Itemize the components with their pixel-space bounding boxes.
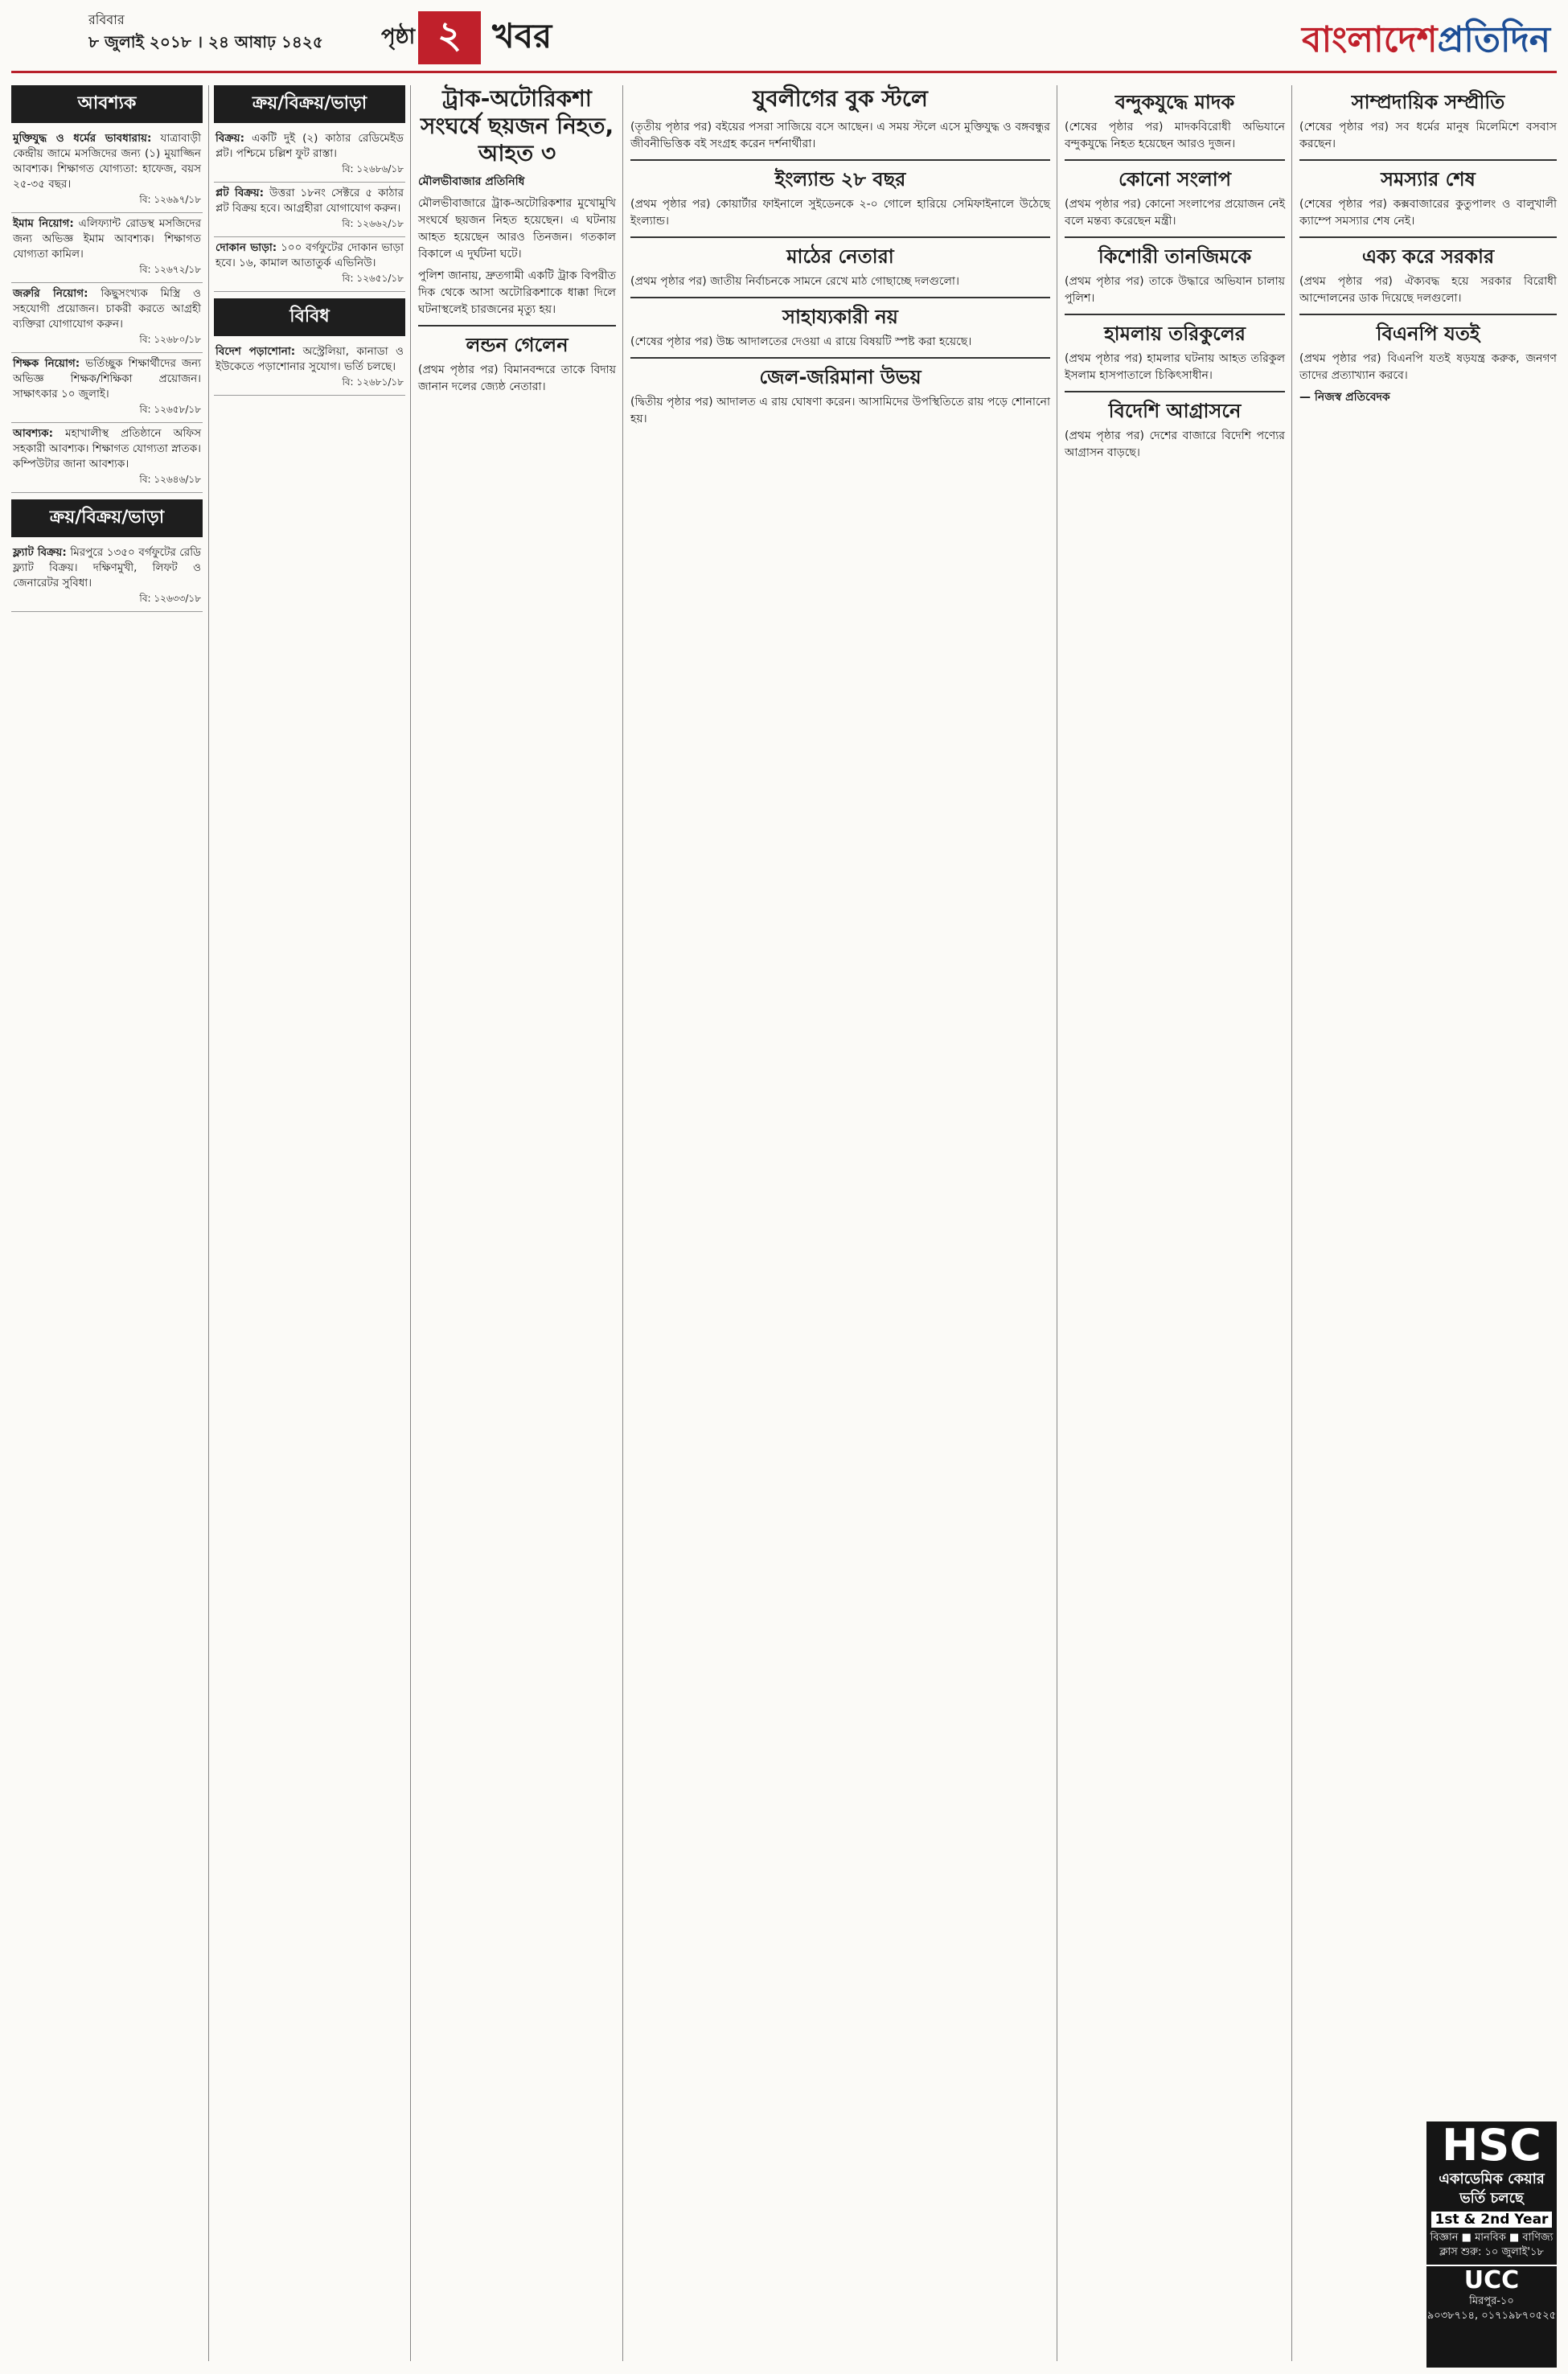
ad-serial: বি: ১২৬৩৩/১৮	[139, 593, 201, 604]
ad-title: আবশ্যক:	[13, 427, 54, 440]
brand-part1: বাংলাদেশ	[1302, 19, 1438, 60]
ad-title: মুক্তিযুদ্ধ ও ধর্মের ভাবধারায়:	[13, 132, 152, 145]
ad-serial: বি: ১২৬৮০/১৮	[139, 334, 201, 345]
section-rule	[1065, 391, 1285, 392]
classified-ad	[11, 423, 203, 493]
brand-logo	[1302, 13, 1550, 72]
classified-heading-misc: বিবিধ	[214, 298, 405, 336]
masthead-day: রবিবার	[88, 12, 125, 27]
ad-title: বিক্রয়:	[215, 132, 245, 145]
section-rule	[630, 236, 1050, 238]
article-headline: বন্দুকযুদ্ধে মাদক	[1114, 91, 1235, 113]
classified-ad	[214, 237, 405, 292]
article-paragraph: (শেষের পৃষ্ঠার পর) সব ধর্মের মানুষ মিলেমিশে বসবাস করছেন।	[1299, 121, 1557, 150]
article-headline: বিদেশি আগ্রাসনে	[1108, 400, 1242, 422]
ad-body: মহাখালীস্থ প্রতিষ্ঠানে অফিস সহকারী আবশ্যক। শিক্ষাগত যোগ্যতা স্নাতক। কম্পিউটার জানা আবশ্যক।	[13, 427, 201, 470]
article-headline: সমস্যার শেষ	[1381, 168, 1476, 191]
hsc-subjects: বিজ্ঞান ■ মানবিক ■ বাণিজ্য	[1430, 2232, 1554, 2244]
section-rule	[1065, 159, 1285, 161]
ad-body: মিরপুরে ১৩৫০ বর্গফুটের রেডি ফ্ল্যাট বিক্রয়। দক্ষিণমুখী, লিফট ও জেনারেটর সুবিধা।	[13, 546, 201, 589]
ad-title: ফ্ল্যাট বিক্রয়:	[13, 546, 67, 559]
article-headline: লন্ডন গেলেন	[466, 334, 569, 356]
section-rule	[1065, 236, 1285, 238]
article-paragraph: (প্রথম পৃষ্ঠার পর) বিএনপি যতই ষড়যন্ত্র করুক, জনগণ তাদের প্রত্যাখ্যান করবে।	[1299, 352, 1557, 382]
ad-body: এলিফ্যান্ট রোডস্থ মসজিদের জন্য অভিজ্ঞ ইমাম আবশ্যক। শিক্ষাগত যোগ্যতা কামিল।	[13, 217, 202, 261]
article-paragraph: পুলিশ জানায়, দ্রুতগামী একটি ট্রাক বিপরীত দিক থেকে আসা অটোরিকশাকে ধাক্কা দিলে ঘটনাস্থলেই চারজনের মৃত্যু হয়।	[418, 269, 616, 316]
article-harmony	[1299, 85, 1557, 411]
article-headline: সাম্প্রদায়িক সম্প্রীতি	[1351, 91, 1505, 113]
classified-ad	[214, 128, 405, 183]
ad-title: ইমাম নিয়োগ:	[13, 217, 74, 230]
column-divider	[1291, 85, 1292, 2361]
hsc-branch: মিরপুর-১০	[1469, 2295, 1514, 2307]
article-headline: জেল-জরিমানা উভয়	[759, 366, 922, 388]
ad-serial: বি: ১২৬৭২/১৮	[139, 264, 201, 275]
page-label: পৃষ্ঠা	[381, 25, 416, 49]
section-rule	[418, 325, 616, 327]
article-paragraph: (প্রথম পৃষ্ঠার পর) জাতীয় নির্বাচনকে সামনে রেখে মাঠ গোছাচ্ছে দলগুলো।	[630, 275, 959, 288]
hsc-ucc: UCC	[1426, 2265, 1557, 2294]
hsc-years: 1st & 2nd Year	[1431, 2212, 1552, 2228]
ad-serial: বি: ১২৬৫৮/১৮	[139, 404, 201, 415]
hsc-line1: একাডেমিক কেয়ার	[1439, 2171, 1545, 2187]
section-title: খবর	[492, 15, 552, 55]
classified-heading-jobs: আবশ্যক	[11, 85, 203, 123]
article-headline: মাঠের নেতারা	[786, 245, 894, 268]
brand-part2: প্রতিদিন	[1437, 19, 1550, 60]
classified-ad	[11, 353, 203, 423]
article-byline: মৌলভীবাজার প্রতিনিধি	[418, 175, 525, 188]
article-headline: কোনো সংলাপ	[1118, 168, 1232, 191]
article-paragraph: (প্রথম পৃষ্ঠার পর) তাকে উদ্ধারে অভিযান চালায় পুলিশ।	[1065, 275, 1285, 305]
hsc-class-start: ক্লাস শুরু: ১০ জুলাই'১৮	[1439, 2246, 1544, 2258]
article-headline: হামলায় তরিকুলের	[1104, 322, 1246, 345]
hsc-line2: ভর্তি চলছে	[1459, 2190, 1524, 2207]
classified-ad	[214, 341, 405, 396]
article-paragraph: (প্রথম পৃষ্ঠার পর) দেশের বাজারে বিদেশি পণ্যের আগ্রাসন বাড়ছে।	[1065, 429, 1285, 459]
article-headline: যুবলীগের বুক স্টলে	[753, 85, 928, 112]
ad-title: জরুরি নিয়োগ:	[13, 287, 88, 300]
ad-serial: বি: ১২৬৪৬/১৮	[139, 474, 201, 485]
classified-ad	[11, 128, 203, 213]
article-signature: — নিজস্ব প্রতিবেদক	[1299, 391, 1390, 404]
hsc-title: HSC	[1442, 2120, 1541, 2171]
classified-heading-trade-lower: ক্রয়/বিক্রয়/ভাড়া	[11, 499, 203, 537]
ad-body: কিছুসংখ্যক মিস্ত্রি ও সহযোগী প্রয়োজন। চাকরী করতে আগ্রহী ব্যক্তিরা যোগাযোগ করুন।	[13, 287, 201, 331]
classified-column-1	[11, 85, 203, 612]
section-rule	[630, 297, 1050, 298]
article-drug	[1065, 85, 1285, 466]
section-rule	[1065, 314, 1285, 315]
classified-heading-trade: ক্রয়/বিক্রয়/ভাড়া	[214, 85, 405, 123]
article-paragraph: (প্রথম পৃষ্ঠার পর) কোনো সংলাপের প্রয়োজন নেই বলে মন্তব্য করেছেন মন্ত্রী।	[1065, 198, 1285, 228]
ad-title: দোকান ভাড়া:	[215, 241, 277, 254]
ad-body: একটি দুই (২) কাঠার রেডিমেইড প্লট। পশ্চিমে চল্লিশ ফুট রাস্তা।	[215, 132, 404, 160]
section-rule	[630, 159, 1050, 161]
column-divider	[208, 85, 209, 2361]
column-divider	[622, 85, 623, 2361]
classified-ad	[11, 283, 203, 353]
ad-serial: বি: ১২৬৬২/১৮	[342, 218, 404, 229]
masthead	[11, 8, 1557, 73]
classified-column-2	[214, 85, 405, 396]
section-rule	[1299, 236, 1557, 238]
article-paragraph: (শেষের পৃষ্ঠার পর) মাদকবিরোধী অভিযানে বন্দুকযুদ্ধে নিহত হয়েছেন আরও দুজন।	[1065, 121, 1285, 150]
article-paragraph: (প্রথম পৃষ্ঠার পর) বিমানবন্দরে তাকে বিদায় জানান দলের জ্যেষ্ঠ নেতারা।	[418, 363, 616, 393]
ad-body: ভর্তিচ্ছুক শিক্ষার্থীদের জন্য অভিজ্ঞ শিক্ষক/শিক্ষিকা প্রয়োজন। সাক্ষাৎকার ১০ জুলাই।	[13, 357, 201, 400]
ad-body: ১০০ বর্গফুটের দোকান ভাড়া হবে। ১৬, কামাল আতাতুর্ক এভিনিউ।	[215, 241, 404, 269]
page-number: ২	[418, 11, 481, 64]
hsc-advertisement	[1426, 2121, 1557, 2368]
article-accident	[418, 85, 616, 400]
newspaper-page	[11, 8, 1557, 2368]
classified-ad	[214, 183, 405, 237]
article-headline: ট্রাক-অটোরিকশা সংঘর্ষে ছয়জন নিহত, আহত ৩	[420, 85, 614, 166]
hsc-phone: ৯০৩৮৭১৪, ০১৭১৯৮৭০৫২৫	[1426, 2310, 1557, 2322]
ad-serial: বি: ১২৬৫১/১৮	[342, 273, 404, 284]
article-paragraph: (প্রথম পৃষ্ঠার পর) হামলার ঘটনায় আহত তরিকুল ইসলাম হাসপাতালে চিকিৎসাধীন।	[1065, 352, 1285, 382]
article-headline: বিএনপি যতই	[1376, 322, 1480, 345]
article-headline: ইংল্যান্ড ২৮ বছর	[774, 168, 906, 191]
column-divider	[410, 85, 411, 2361]
article-headline: সাহায্যকারী নয়	[782, 306, 898, 328]
classified-ad	[11, 213, 203, 283]
section-rule	[630, 357, 1050, 359]
page-number-box	[381, 11, 552, 64]
ad-title: বিদেশ পড়াশোনা:	[215, 345, 296, 358]
article-paragraph: (প্রথম পৃষ্ঠার পর) কোয়ার্টার ফাইনালে সুইডেনকে ২-০ গোলে হারিয়ে সেমিফাইনালে উঠেছে ইংল্যান্ড।	[630, 198, 1050, 228]
ad-title: প্লট বিক্রয়:	[215, 187, 264, 199]
article-paragraph: (দ্বিতীয় পৃষ্ঠার পর) আদালত এ রায় ঘোষণা করেন। আসামিদের উপস্থিতিতে রায় পড়ে শোনানো হয়।	[630, 396, 1050, 425]
article-jubo-league	[630, 85, 1050, 433]
masthead-date: ৮ জুলাই ২০১৮ । ২৪ আষাঢ় ১৪২৫	[88, 32, 323, 51]
ad-body: যাত্রাবাড়ী কেন্দ্রীয় জামে মসজিদের জন্য (১) মুয়াজ্জিন আবশ্যক। শিক্ষাগত যোগ্যতা: হাফেজ, বয়স ২৫-৩৫ বছর।	[13, 132, 202, 191]
ad-body: অস্ট্রেলিয়া, কানাডা ও ইউকেতে পড়াশোনার সুযোগ। ভর্তি চলছে।	[215, 345, 404, 373]
article-paragraph: (শেষের পৃষ্ঠার পর) উচ্চ আদালতের দেওয়া এ রায়ে বিষয়টি স্পষ্ট করা হয়েছে।	[630, 335, 972, 348]
ad-body: উত্তরা ১৮নং সেক্টরে ৫ কাঠার প্লট বিক্রয় হবে। আগ্রহীরা যোগাযোগ করুন।	[215, 187, 404, 215]
article-paragraph: (প্রথম পৃষ্ঠার পর) ঐক্যবদ্ধ হয়ে সরকার বিরোধী আন্দোলনের ডাক দিয়েছে দলগুলো।	[1299, 275, 1557, 305]
ad-serial: বি: ১২৬৯৭/১৮	[139, 194, 201, 205]
ad-serial: বি: ১২৬৮৬/১৮	[342, 163, 404, 175]
article-headline: কিশোরী তানজিমকে	[1098, 245, 1252, 268]
article-headline: এক্য করে সরকার	[1361, 245, 1495, 268]
classified-ad	[11, 542, 203, 612]
ad-title: শিক্ষক নিয়োগ:	[13, 357, 80, 370]
section-rule	[1299, 159, 1557, 161]
article-paragraph: মৌলভীবাজারে ট্রাক-অটোরিকশার মুখোমুখি সংঘর্ষে ছয়জন নিহত হয়েছেন। এ ঘটনায় আহত হয়েছেন আরও তিনজন। গতকাল বিকালে এ দুর্ঘটনা ঘটে।	[418, 197, 616, 261]
section-rule	[1299, 314, 1557, 315]
ad-serial: বি: ১২৬৮১/১৮	[342, 376, 404, 388]
article-paragraph: (শেষের পৃষ্ঠার পর) কক্সবাজারের কুতুপালং ও বালুখালী ক্যাম্পে সমস্যার শেষ নেই।	[1299, 198, 1557, 228]
article-paragraph: (তৃতীয় পৃষ্ঠার পর) বইয়ের পসরা সাজিয়ে বসে আছেন। এ সময় স্টলে এসে মুক্তিযুদ্ধ ও বঙ্গবন্ধুর জীবনীভিত্তিক বই সংগ্রহ করেন দর্শনার্থীরা।	[630, 121, 1050, 150]
